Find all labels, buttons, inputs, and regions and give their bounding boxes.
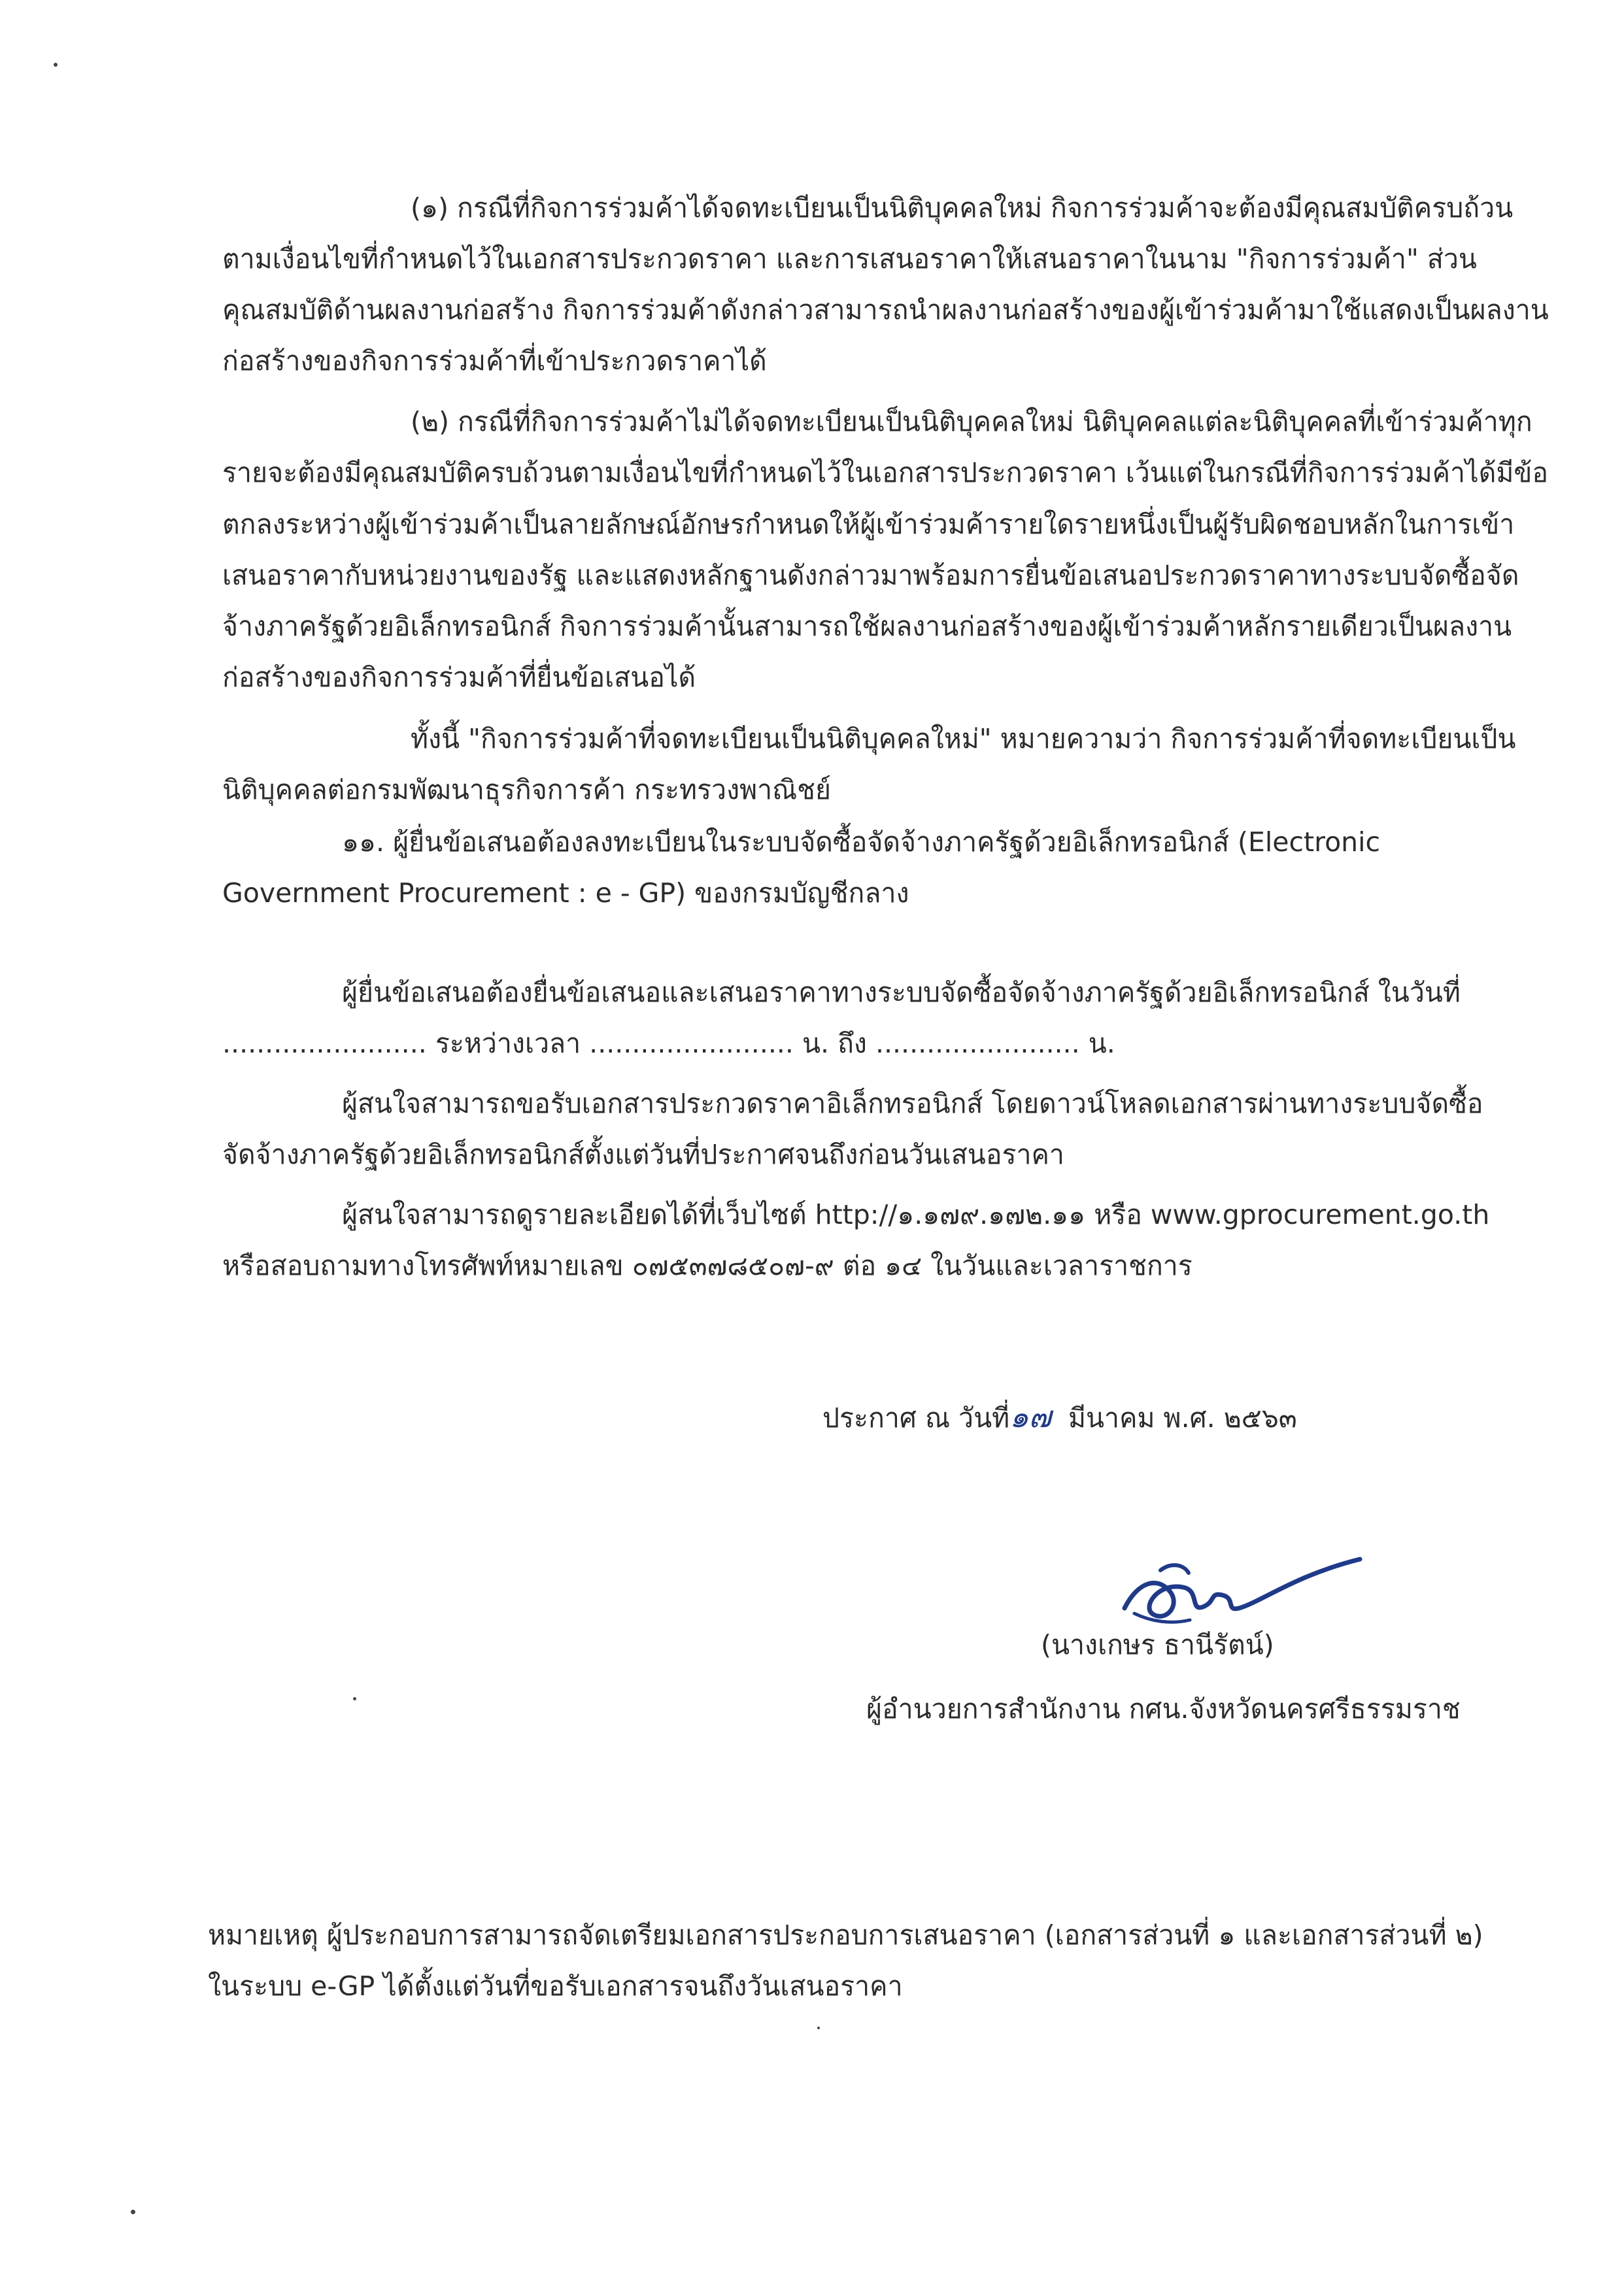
scan-speck — [131, 2210, 135, 2214]
para6-line2: จัดจ้างภาครัฐด้วยอิเล็กทรอนิกส์ตั้งแต่วันที่ประกาศจนถึงก่อนวันเสนอราคา — [222, 1139, 1064, 1170]
signature-image — [1111, 1530, 1386, 1641]
para2-line1: (๒) กรณีที่กิจการร่วมค้าไม่ได้จดทะเบียนเป็นนิติบุคคลใหม่ นิติบุคคลแต่ละนิติบุคคลที่เข้าร่วมค้าทุก — [411, 406, 1532, 437]
announcement-month-year: มีนาคม พ.ศ. ๒๕๖๓ — [1068, 1402, 1297, 1434]
para3-line2: นิติบุคคลต่อกรมพัฒนาธุรกิจการค้า กระทรวงพาณิชย์ — [222, 774, 832, 805]
para2-line5: จ้างภาครัฐด้วยอิเล็กทรอนิกส์ กิจการร่วมค้านั้นสามารถใช้ผลงานก่อสร้างของผู้เข้าร่วมค้าหลักรายเดียวเป็นผลงาน — [222, 611, 1512, 642]
para5-line2: ........................ ระหว่างเวลา ........................ น. ถึง ........................ น. — [222, 1028, 1115, 1059]
para2-line4: เสนอราคากับหน่วยงานของรัฐ และแสดงหลักฐานดังกล่าวมาพร้อมการยื่นข้อเสนอประกวดราคาทางระบบจัดซื้อจัด — [222, 560, 1519, 591]
para3-line1: ทั้งนี้ "กิจการร่วมค้าที่จดทะเบียนเป็นนิติบุคคลใหม่" หมายความว่า กิจการร่วมค้าที่จดทะเบียนเป็น — [411, 723, 1516, 754]
para1-line4: ก่อสร้างของกิจการร่วมค้าที่เข้าประกวดราคาได้ — [222, 345, 767, 377]
para4-line1: ๑๑. ผู้ยื่นข้อเสนอต้องลงทะเบียนในระบบจัดซื้อจัดจ้างภาครัฐด้วยอิเล็กทรอนิกส์ (Electronic — [342, 826, 1381, 858]
para1-line2: ตามเงื่อนไขที่กำหนดไว้ในเอกสารประกวดราคา และการเสนอราคาให้เสนอราคาในนาม "กิจการร่วมค้า" ส่วน — [222, 243, 1477, 275]
signatory-position: ผู้อำนวยการสำนักงาน กศน.จังหวัดนครศรีธรรมราช — [866, 1693, 1461, 1725]
scan-speck — [54, 63, 58, 67]
para5-line1: ผู้ยื่นข้อเสนอต้องยื่นข้อเสนอและเสนอราคาทางระบบจัดซื้อจัดจ้างภาครัฐด้วยอิเล็กทรอนิกส์ ในวันที่ — [342, 977, 1461, 1008]
para7-line1: ผู้สนใจสามารถดูรายละเอียดได้ที่เว็บไซต์ http://๑.๑๗๙.๑๗๒.๑๑ หรือ www.gprocurement.go.th — [342, 1199, 1490, 1230]
para6-line1: ผู้สนใจสามารถขอรับเอกสารประกวดราคาอิเล็กทรอนิกส์ โดยดาวน์โหลดเอกสารผ่านทางระบบจัดซื้อ — [342, 1088, 1483, 1119]
scan-speck — [817, 2027, 820, 2029]
scan-speck — [353, 1697, 356, 1700]
note-line1: หมายเหตุ ผู้ประกอบการสามารถจัดเตรียมเอกสารประกอบการเสนอราคา (เอกสารส่วนที่ ๑ และเอกสารส่วนที่ ๒) — [208, 1919, 1483, 1951]
para1-line1: (๑) กรณีที่กิจการร่วมค้าได้จดทะเบียนเป็นนิติบุคคลใหม่ กิจการร่วมค้าจะต้องมีคุณสมบัติครบถ้วน — [411, 192, 1514, 224]
para2-line3: ตกลงระหว่างผู้เข้าร่วมค้าเป็นลายลักษณ์อักษรกำหนดให้ผู้เข้าร่วมค้ารายใดรายหนึ่งเป็นผู้รับผิดชอบหลักในการเข้า — [222, 509, 1515, 540]
para2-line2: รายจะต้องมีคุณสมบัติครบถ้วนตามเงื่อนไขที่กำหนดไว้ในเอกสารประกวดราคา เว้นแต่ในกรณีที่กิจการร่วมค้าได้มีข้อ — [222, 457, 1548, 488]
para7-line2: หรือสอบถามทางโทรศัพท์หมายเลข ๐๗๕๓๗๘๕๐๗-๙ ต่อ ๑๔ ในวันและเวลาราชการ — [222, 1250, 1193, 1281]
announcement-prefix: ประกาศ ณ วันที่ — [822, 1402, 1010, 1434]
announcement-day: ๑๗ — [1009, 1399, 1051, 1434]
para2-line6: ก่อสร้างของกิจการร่วมค้าที่ยื่นข้อเสนอได้ — [222, 662, 696, 693]
para4-line2: Government Procurement : e - GP) ของกรมบัญชีกลาง — [222, 877, 909, 909]
announcement-date — [822, 1399, 1297, 1434]
para1-line3: คุณสมบัติด้านผลงานก่อสร้าง กิจการร่วมค้าดังกล่าวสามารถนำผลงานก่อสร้างของผู้เข้าร่วมค้ามาใช้แสดงเป็นผลงาน — [222, 294, 1549, 326]
note-line2: ในระบบ e-GP ได้ตั้งแต่วันที่ขอรับเอกสารจนถึงวันเสนอราคา — [208, 1970, 903, 2002]
signatory-name: (นางเกษร ธานีรัตน์) — [1041, 1629, 1274, 1661]
